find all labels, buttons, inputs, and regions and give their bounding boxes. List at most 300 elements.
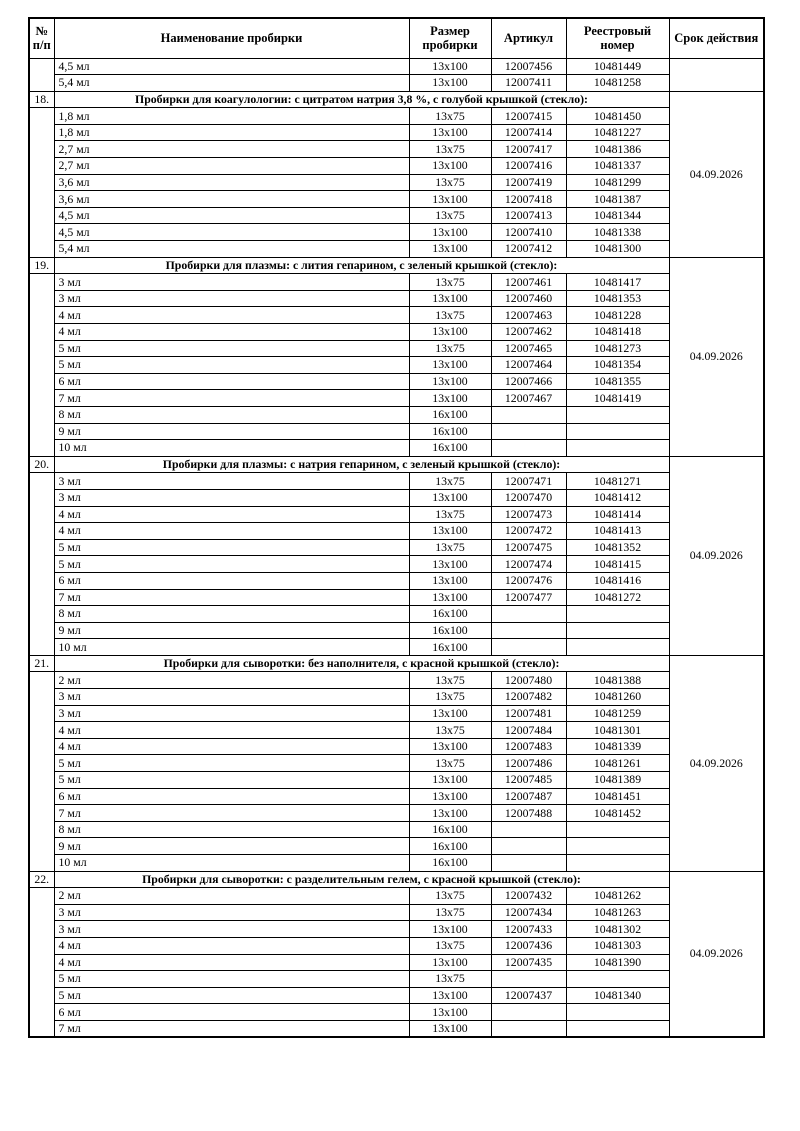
article-cell	[491, 1004, 566, 1021]
table-row	[29, 108, 764, 125]
table-row	[29, 191, 764, 208]
registry-number-cell	[566, 406, 669, 423]
tube-name-cell: 9 мл	[54, 622, 409, 639]
row-number-cell	[29, 108, 54, 257]
registry-number-cell: 10481262	[566, 888, 669, 905]
article-cell: 12007435	[491, 954, 566, 971]
article-cell	[491, 838, 566, 855]
tube-name-cell: 9 мл	[54, 838, 409, 855]
registry-number-cell: 10481390	[566, 954, 669, 971]
tube-size-cell: 13x100	[409, 357, 491, 374]
article-cell: 12007486	[491, 755, 566, 772]
article-cell: 12007467	[491, 390, 566, 407]
col-header-registry: Реестровый номер	[566, 18, 669, 58]
table-row	[29, 241, 764, 258]
tube-name-cell: 1,8 мл	[54, 124, 409, 141]
table-row	[29, 141, 764, 158]
article-cell: 12007487	[491, 788, 566, 805]
article-cell	[491, 639, 566, 656]
table-row	[29, 207, 764, 224]
registry-number-cell: 10481258	[566, 75, 669, 92]
tube-size-cell: 13x100	[409, 738, 491, 755]
table-row	[29, 1004, 764, 1021]
article-cell: 12007476	[491, 572, 566, 589]
article-cell: 12007483	[491, 738, 566, 755]
registry-number-cell: 10481338	[566, 224, 669, 241]
registry-number-cell	[566, 639, 669, 656]
tube-size-cell: 13x75	[409, 755, 491, 772]
section-number-cell: 18.	[29, 91, 54, 108]
tube-name-cell: 3 мл	[54, 489, 409, 506]
article-cell: 12007462	[491, 324, 566, 341]
article-cell: 12007417	[491, 141, 566, 158]
registry-number-cell: 10481261	[566, 755, 669, 772]
tube-size-cell: 13x75	[409, 904, 491, 921]
table-row	[29, 423, 764, 440]
tube-name-cell: 10 мл	[54, 639, 409, 656]
registry-number-cell: 10481228	[566, 307, 669, 324]
article-cell: 12007481	[491, 705, 566, 722]
article-cell: 12007419	[491, 174, 566, 191]
article-cell: 12007433	[491, 921, 566, 938]
article-cell: 12007415	[491, 108, 566, 125]
col-header-size: Размер пробирки	[409, 18, 491, 58]
table-body	[29, 58, 764, 1037]
tube-name-cell: 3 мл	[54, 274, 409, 291]
article-cell	[491, 423, 566, 440]
validity-cell	[669, 58, 764, 91]
tube-name-cell: 3 мл	[54, 689, 409, 706]
tube-size-cell: 13x75	[409, 174, 491, 191]
registry-number-cell: 10481413	[566, 523, 669, 540]
table-row	[29, 1020, 764, 1037]
table-row	[29, 606, 764, 623]
registry-number-cell	[566, 821, 669, 838]
col-header-num: № п/п	[29, 18, 54, 58]
table-row	[29, 406, 764, 423]
table-row	[29, 324, 764, 341]
section-title-cell: Пробирки для плазмы: с натрия гепарином, с зеленый крышкой (стекло):	[54, 456, 669, 473]
table-row	[29, 821, 764, 838]
article-cell: 12007488	[491, 805, 566, 822]
tube-size-cell: 13x100	[409, 290, 491, 307]
article-cell: 12007471	[491, 473, 566, 490]
table-row	[29, 539, 764, 556]
registry-number-cell: 10481387	[566, 191, 669, 208]
registry-number-cell: 10481450	[566, 108, 669, 125]
article-cell	[491, 622, 566, 639]
table-row	[29, 622, 764, 639]
table-row	[29, 805, 764, 822]
tube-name-cell: 5 мл	[54, 340, 409, 357]
article-cell	[491, 821, 566, 838]
table-row	[29, 954, 764, 971]
tube-size-cell: 13x100	[409, 523, 491, 540]
row-number-cell	[29, 473, 54, 656]
tube-name-cell: 5 мл	[54, 539, 409, 556]
table-row	[29, 755, 764, 772]
article-cell: 12007456	[491, 58, 566, 75]
tube-name-cell: 4,5 мл	[54, 58, 409, 75]
tube-size-cell: 13x100	[409, 390, 491, 407]
table-row	[29, 440, 764, 457]
row-number-cell	[29, 274, 54, 457]
tube-size-cell: 13x100	[409, 158, 491, 175]
tube-size-cell: 16x100	[409, 622, 491, 639]
tube-name-cell: 2,7 мл	[54, 158, 409, 175]
tube-name-cell: 4 мл	[54, 738, 409, 755]
table-row	[29, 174, 764, 191]
table-row	[29, 373, 764, 390]
tube-size-cell: 13x75	[409, 888, 491, 905]
registry-number-cell: 10481415	[566, 556, 669, 573]
table-row	[29, 722, 764, 739]
article-cell: 12007412	[491, 241, 566, 258]
section-title-cell: Пробирки для плазмы: с лития гепарином, с зеленый крышкой (стекло):	[54, 257, 669, 274]
tube-name-cell: 5,4 мл	[54, 75, 409, 92]
registry-number-cell: 10481260	[566, 689, 669, 706]
tube-size-cell: 16x100	[409, 838, 491, 855]
registry-number-cell: 10481353	[566, 290, 669, 307]
tube-size-cell: 13x100	[409, 1020, 491, 1037]
registry-number-cell: 10481354	[566, 357, 669, 374]
registry-number-cell: 10481412	[566, 489, 669, 506]
registry-number-cell: 10481340	[566, 987, 669, 1004]
tube-name-cell: 8 мл	[54, 606, 409, 623]
validity-cell: 04.09.2026	[669, 257, 764, 456]
registry-number-cell: 10481339	[566, 738, 669, 755]
article-cell: 12007416	[491, 158, 566, 175]
tube-size-cell: 13x100	[409, 75, 491, 92]
registry-number-cell: 10481452	[566, 805, 669, 822]
tube-size-cell: 13x75	[409, 722, 491, 739]
article-cell: 12007465	[491, 340, 566, 357]
tube-name-cell: 5 мл	[54, 987, 409, 1004]
row-number-cell	[29, 58, 54, 91]
tube-size-cell: 13x100	[409, 921, 491, 938]
tube-size-cell: 13x100	[409, 373, 491, 390]
registry-number-cell: 10481355	[566, 373, 669, 390]
tube-size-cell: 13x75	[409, 689, 491, 706]
table-row	[29, 124, 764, 141]
section-number-cell: 20.	[29, 456, 54, 473]
table-row	[29, 738, 764, 755]
table-row	[29, 523, 764, 540]
tube-name-cell: 7 мл	[54, 589, 409, 606]
article-cell: 12007464	[491, 357, 566, 374]
tube-registry-table	[28, 17, 765, 1038]
validity-cell: 04.09.2026	[669, 456, 764, 655]
tube-size-cell: 13x100	[409, 788, 491, 805]
article-cell: 12007475	[491, 539, 566, 556]
article-cell: 12007466	[491, 373, 566, 390]
article-cell: 12007414	[491, 124, 566, 141]
tube-name-cell: 6 мл	[54, 572, 409, 589]
table-row	[29, 838, 764, 855]
tube-size-cell: 16x100	[409, 855, 491, 872]
article-cell: 12007480	[491, 672, 566, 689]
tube-size-cell: 13x100	[409, 705, 491, 722]
registry-number-cell	[566, 423, 669, 440]
table-row	[29, 921, 764, 938]
registry-number-cell	[566, 1020, 669, 1037]
table-row	[29, 257, 764, 274]
section-number-cell: 19.	[29, 257, 54, 274]
tube-size-cell: 13x100	[409, 124, 491, 141]
article-cell: 12007482	[491, 689, 566, 706]
article-cell	[491, 1020, 566, 1037]
col-header-article: Артикул	[491, 18, 566, 58]
table-row	[29, 390, 764, 407]
article-cell: 12007437	[491, 987, 566, 1004]
tube-name-cell: 4 мл	[54, 307, 409, 324]
registry-number-cell	[566, 440, 669, 457]
registry-number-cell: 10481302	[566, 921, 669, 938]
tube-name-cell: 6 мл	[54, 373, 409, 390]
tube-size-cell: 16x100	[409, 440, 491, 457]
registry-number-cell: 10481301	[566, 722, 669, 739]
article-cell: 12007418	[491, 191, 566, 208]
tube-name-cell: 4 мл	[54, 722, 409, 739]
tube-size-cell: 13x100	[409, 489, 491, 506]
table-row	[29, 357, 764, 374]
table-row	[29, 705, 764, 722]
section-title-cell: Пробирки для сыворотки: с разделительным гелем, с красной крышкой (стекло):	[54, 871, 669, 888]
tube-size-cell: 13x75	[409, 672, 491, 689]
registry-number-cell: 10481352	[566, 539, 669, 556]
registry-number-cell: 10481227	[566, 124, 669, 141]
tube-name-cell: 2,7 мл	[54, 141, 409, 158]
section-title-cell: Пробирки для коагулологии: с цитратом натрия 3,8 %, с голубой крышкой (стекло):	[54, 91, 669, 108]
tube-name-cell: 7 мл	[54, 1020, 409, 1037]
registry-number-cell: 10481300	[566, 241, 669, 258]
table-row	[29, 888, 764, 905]
tube-name-cell: 6 мл	[54, 1004, 409, 1021]
tube-name-cell: 10 мл	[54, 855, 409, 872]
tube-name-cell: 10 мл	[54, 440, 409, 457]
registry-number-cell: 10481419	[566, 390, 669, 407]
tube-size-cell: 13x100	[409, 805, 491, 822]
table-row	[29, 290, 764, 307]
tube-name-cell: 5,4 мл	[54, 241, 409, 258]
tube-name-cell: 4 мл	[54, 506, 409, 523]
tube-size-cell: 16x100	[409, 606, 491, 623]
tube-size-cell: 16x100	[409, 639, 491, 656]
article-cell: 12007413	[491, 207, 566, 224]
table-row	[29, 224, 764, 241]
table-row	[29, 971, 764, 988]
tube-name-cell: 4 мл	[54, 324, 409, 341]
tube-size-cell: 13x100	[409, 589, 491, 606]
table-row	[29, 506, 764, 523]
table-row	[29, 307, 764, 324]
tube-name-cell: 9 мл	[54, 423, 409, 440]
article-cell	[491, 855, 566, 872]
tube-name-cell: 3 мл	[54, 904, 409, 921]
tube-size-cell: 13x100	[409, 58, 491, 75]
tube-size-cell: 13x100	[409, 954, 491, 971]
article-cell: 12007463	[491, 307, 566, 324]
tube-size-cell: 16x100	[409, 406, 491, 423]
registry-number-cell: 10481417	[566, 274, 669, 291]
article-cell: 12007474	[491, 556, 566, 573]
tube-size-cell: 13x100	[409, 772, 491, 789]
table-row	[29, 340, 764, 357]
tube-name-cell: 8 мл	[54, 406, 409, 423]
registry-number-cell: 10481418	[566, 324, 669, 341]
tube-size-cell: 13x75	[409, 274, 491, 291]
tube-name-cell: 5 мл	[54, 971, 409, 988]
tube-size-cell: 13x75	[409, 340, 491, 357]
registry-number-cell	[566, 622, 669, 639]
section-title-cell: Пробирки для сыворотки: без наполнителя, с красной крышкой (стекло):	[54, 655, 669, 672]
table-row	[29, 855, 764, 872]
registry-number-cell: 10481263	[566, 904, 669, 921]
tube-size-cell: 13x100	[409, 556, 491, 573]
article-cell: 12007436	[491, 937, 566, 954]
table-row	[29, 91, 764, 108]
registry-number-cell: 10481416	[566, 572, 669, 589]
registry-number-cell	[566, 606, 669, 623]
tube-name-cell: 2 мл	[54, 888, 409, 905]
article-cell: 12007434	[491, 904, 566, 921]
tube-size-cell: 13x100	[409, 1004, 491, 1021]
table-row	[29, 788, 764, 805]
table-row	[29, 904, 764, 921]
tube-size-cell: 13x75	[409, 971, 491, 988]
tube-size-cell: 13x100	[409, 324, 491, 341]
registry-number-cell: 10481337	[566, 158, 669, 175]
registry-number-cell	[566, 855, 669, 872]
registry-number-cell: 10481449	[566, 58, 669, 75]
article-cell: 12007460	[491, 290, 566, 307]
tube-size-cell: 13x75	[409, 108, 491, 125]
tube-size-cell: 13x75	[409, 937, 491, 954]
registry-number-cell: 10481299	[566, 174, 669, 191]
article-cell: 12007461	[491, 274, 566, 291]
table-row	[29, 589, 764, 606]
registry-number-cell	[566, 1004, 669, 1021]
table-row	[29, 58, 764, 75]
registry-number-cell: 10481414	[566, 506, 669, 523]
tube-name-cell: 7 мл	[54, 390, 409, 407]
registry-number-cell: 10481273	[566, 340, 669, 357]
table-row	[29, 987, 764, 1004]
table-row	[29, 556, 764, 573]
tube-size-cell: 13x100	[409, 572, 491, 589]
tube-name-cell: 4 мл	[54, 954, 409, 971]
tube-size-cell: 13x75	[409, 141, 491, 158]
header-row	[29, 18, 764, 58]
table-row	[29, 937, 764, 954]
table-row	[29, 689, 764, 706]
registry-number-cell: 10481272	[566, 589, 669, 606]
registry-number-cell: 10481389	[566, 772, 669, 789]
tube-size-cell: 13x100	[409, 191, 491, 208]
table-row	[29, 639, 764, 656]
tube-name-cell: 2 мл	[54, 672, 409, 689]
section-number-cell: 22.	[29, 871, 54, 888]
registry-number-cell	[566, 971, 669, 988]
tube-size-cell: 13x75	[409, 506, 491, 523]
tube-size-cell: 16x100	[409, 821, 491, 838]
table-row	[29, 274, 764, 291]
row-number-cell	[29, 888, 54, 1037]
tube-name-cell: 4,5 мл	[54, 207, 409, 224]
article-cell	[491, 971, 566, 988]
validity-cell: 04.09.2026	[669, 655, 764, 871]
registry-number-cell: 10481451	[566, 788, 669, 805]
article-cell: 12007477	[491, 589, 566, 606]
registry-number-cell: 10481303	[566, 937, 669, 954]
row-number-cell	[29, 672, 54, 871]
tube-name-cell: 5 мл	[54, 357, 409, 374]
tube-size-cell: 13x75	[409, 307, 491, 324]
table-row	[29, 772, 764, 789]
article-cell: 12007470	[491, 489, 566, 506]
tube-size-cell: 13x75	[409, 473, 491, 490]
tube-name-cell: 3,6 мл	[54, 191, 409, 208]
article-cell: 12007472	[491, 523, 566, 540]
tube-name-cell: 3,6 мл	[54, 174, 409, 191]
tube-size-cell: 13x100	[409, 224, 491, 241]
registry-number-cell: 10481344	[566, 207, 669, 224]
tube-name-cell: 6 мл	[54, 788, 409, 805]
tube-name-cell: 1,8 мл	[54, 108, 409, 125]
table-row	[29, 672, 764, 689]
tube-size-cell: 13x75	[409, 207, 491, 224]
tube-size-cell: 16x100	[409, 423, 491, 440]
table-row	[29, 572, 764, 589]
col-header-name: Наименование пробирки	[54, 18, 409, 58]
article-cell: 12007485	[491, 772, 566, 789]
table-row	[29, 75, 764, 92]
registry-number-cell: 10481386	[566, 141, 669, 158]
tube-name-cell: 3 мл	[54, 705, 409, 722]
tube-size-cell: 13x100	[409, 987, 491, 1004]
tube-name-cell: 4 мл	[54, 937, 409, 954]
tube-name-cell: 4,5 мл	[54, 224, 409, 241]
table-row	[29, 158, 764, 175]
tube-name-cell: 3 мл	[54, 290, 409, 307]
table-row	[29, 655, 764, 672]
table-row	[29, 489, 764, 506]
tube-size-cell: 13x100	[409, 241, 491, 258]
registry-number-cell: 10481388	[566, 672, 669, 689]
tube-name-cell: 3 мл	[54, 921, 409, 938]
tube-name-cell: 5 мл	[54, 556, 409, 573]
registry-number-cell	[566, 838, 669, 855]
registry-number-cell: 10481271	[566, 473, 669, 490]
validity-cell: 04.09.2026	[669, 91, 764, 257]
table-row	[29, 473, 764, 490]
article-cell: 12007473	[491, 506, 566, 523]
article-cell	[491, 606, 566, 623]
registry-number-cell: 10481259	[566, 705, 669, 722]
tube-name-cell: 8 мл	[54, 821, 409, 838]
tube-name-cell: 3 мл	[54, 473, 409, 490]
article-cell: 12007432	[491, 888, 566, 905]
article-cell	[491, 440, 566, 457]
tube-name-cell: 5 мл	[54, 755, 409, 772]
article-cell	[491, 406, 566, 423]
article-cell: 12007411	[491, 75, 566, 92]
article-cell: 12007484	[491, 722, 566, 739]
tube-name-cell: 7 мл	[54, 805, 409, 822]
tube-name-cell: 5 мл	[54, 772, 409, 789]
table-row	[29, 456, 764, 473]
table-row	[29, 871, 764, 888]
